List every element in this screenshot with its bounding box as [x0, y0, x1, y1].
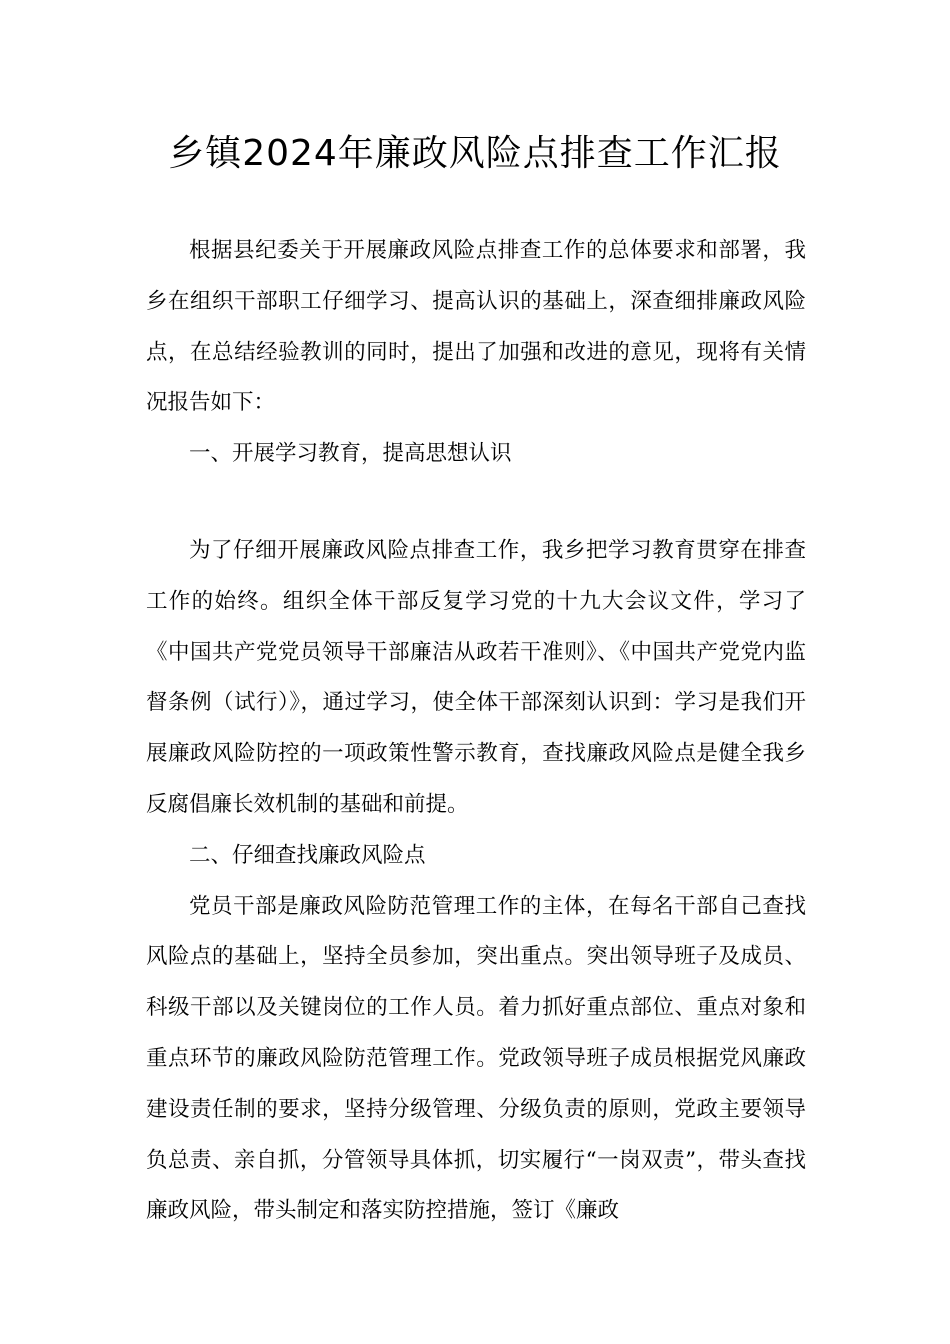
document-title: 乡镇2024年廉政风险点排查工作汇报: [168, 133, 782, 174]
section-2-heading: 二、仔细查找廉政风险点: [189, 842, 426, 868]
main-block: [146, 526, 806, 1237]
section-2-paragraph: 党员干部是廉政风险防范管理工作的主体，在每名干部自己查找风险点的基础上，坚持全员参加，突出重点。突出领导班子及成员、科级干部以及关键岗位的工作人员。着力抓好重点部位、重点对象和重点环节的廉政风险防范管理工作。党政领导班子成员根据党风廉政建设责任制的要求，坚持分级管理、分级负责的原则，党政主要领导负总责、亲自抓，分管领导具体抓，切实履行“一岗双责”，带头查找廉政风险，带头制定和落实防控措施，签订《廉政: [146, 893, 806, 1224]
section-1-heading: 一、开展学习教育，提高思想认识: [189, 441, 512, 467]
intro-paragraph: 根据县纪委关于开展廉政风险点排查工作的总体要求和部署，我乡在组织干部职工仔细学习、提高认识的基础上，深查细排廉政风险点，在总结经验教训的同时，提出了加强和改进的意见，现将有关情况报告如下：: [146, 238, 806, 416]
section-1-paragraph: 为了仔细开展廉政风险点排查工作，我乡把学习教育贯穿在排查工作的始终。组织全体干部反复学习党的十九大会议文件，学习了《中国共产党党员领导干部廉洁从政若干准则》、《中国共产党党内监督条例（试行）》，通过学习，使全体干部深刻认识到：学习是我们开展廉政风险防控的一项政策性警示教育，查找廉政风险点是健全我乡反腐倡廉长效机制的基础和前提。: [146, 538, 806, 817]
intro-block: [146, 226, 806, 480]
